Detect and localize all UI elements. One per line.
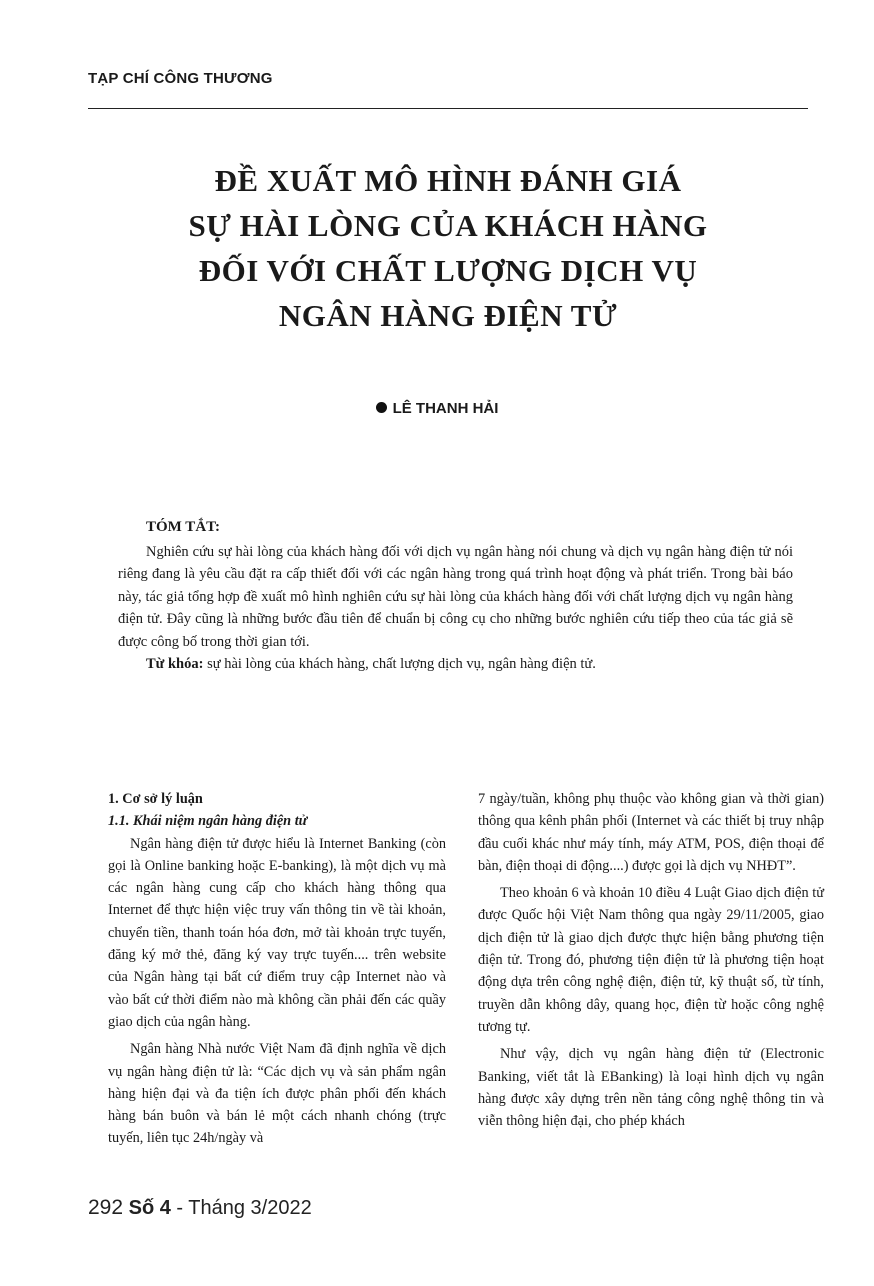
page-footer <box>88 1196 312 1220</box>
abstract-text: Nghiên cứu sự hài lòng của khách hàng đối với dịch vụ ngân hàng nói chung và dịch vụ ngân hàng điện tử nói riêng đang là yêu cầu đặt ra cấp thiết đối với các ngân hàng trong quá trình hoạt động và phát triển. Trong bài báo này, tác giả tổng hợp đề xuất mô hình nghiên cứu sự hài lòng của khách hàng đối với chất lượng dịch vụ ngân hàng điện tử. Đây cũng là những bước đầu tiên để chuẩn bị công cụ cho những bước nghiên cứu tiếp theo của tác giả sẽ được công bố trong thời gian tới. <box>118 543 793 650</box>
title-line-3: ĐỐI VỚI CHẤT LƯỢNG DỊCH VỤ <box>198 253 698 288</box>
keywords-text: sự hài lòng của khách hàng, chất lượng dịch vụ, ngân hàng điện tử. <box>203 656 596 672</box>
title-line-4: NGÂN HÀNG ĐIỆN TỬ <box>278 298 618 333</box>
article-title <box>88 158 808 338</box>
paragraph: Ngân hàng điện tử được hiểu là Internet Banking (còn gọi là Online banking hoặc E-banking), là một dịch vụ mà các ngân hàng cung cấp cho khách hàng thông qua Internet để thực hiện việc truy vấn thông tin về tài khoản, chuyển tiền, thanh toán hóa đơn, mở tài khoản trực tuyến, đăng ký mở thẻ, đăng ký vay trực tuyến.... trên website của Ngân hàng tại bất cứ điểm truy cập Internet nào và vào bất cứ thời điểm nào mà không cần phải đến các quầy giao dịch của ngân hàng. <box>108 835 446 1030</box>
left-column <box>108 788 446 1155</box>
author-name: LÊ THANH HẢI <box>392 400 499 417</box>
keywords <box>118 653 793 676</box>
issue-date: - Tháng 3/2022 <box>170 1197 312 1219</box>
title-line-2: SỰ HÀI LÒNG CỦA KHÁCH HÀNG <box>188 208 708 243</box>
paragraph: Theo khoản 6 và khoản 10 điều 4 Luật Giao dịch điện tử được Quốc hội Việt Nam thông qua ngày 29/11/2005, giao dịch điện tử là giao dịch được thực hiện bằng phương tiện điện tử. Trong đó, phương tiện điện tử là phương tiện hoạt động dựa trên công nghệ điện, điện tử, kỹ thuật số, từ tính, truyền dẫn không dây, quang học, điện từ hoặc công nghệ tương tự. <box>478 885 824 1035</box>
bullet-icon <box>376 402 387 413</box>
keywords-label: Từ khóa: <box>146 656 204 672</box>
abstract <box>118 516 793 676</box>
page-number: 292 <box>88 1196 124 1219</box>
author-line <box>0 400 874 417</box>
subsection-heading: 1.1. Khái niệm ngân hàng điện tử <box>108 813 308 830</box>
abstract-heading: TÓM TẮT: <box>146 519 221 535</box>
issue-number: Số 4 <box>128 1197 171 1219</box>
right-column <box>478 788 824 1137</box>
title-line-1: ĐỀ XUẤT MÔ HÌNH ĐÁNH GIÁ <box>214 163 682 198</box>
paragraph: Như vậy, dịch vụ ngân hàng điện tử (Electronic Banking, viết tắt là EBanking) là loại hình dịch vụ ngân hàng được xây dựng trên nền tảng công nghệ thông tin và viễn thông hiện đại, cho phép khách <box>478 1046 824 1130</box>
journal-name: TẠP CHÍ CÔNG THƯƠNG <box>88 70 273 87</box>
section-heading: 1. Cơ sở lý luận <box>108 791 203 807</box>
paragraph: 7 ngày/tuần, không phụ thuộc vào không gian và thời gian) thông qua kênh phân phối (Internet và các thiết bị truy nhập đầu cuối khác như máy tính, máy ATM, POS, điện thoại để bàn, điện thoại di động....) được gọi là dịch vụ NHĐT”. <box>478 791 824 874</box>
paragraph: Ngân hàng Nhà nước Việt Nam đã định nghĩa về dịch vụ ngân hàng điện tử là: “Các dịch vụ và sản phẩm ngân hàng hiện đại và đa tiện ích được phân phối đến khách hàng bán buôn và bán lẻ một cách nhanh chóng (trực tuyến, liên tục 24h/ngày và <box>108 1041 446 1147</box>
journal-header <box>88 68 808 109</box>
